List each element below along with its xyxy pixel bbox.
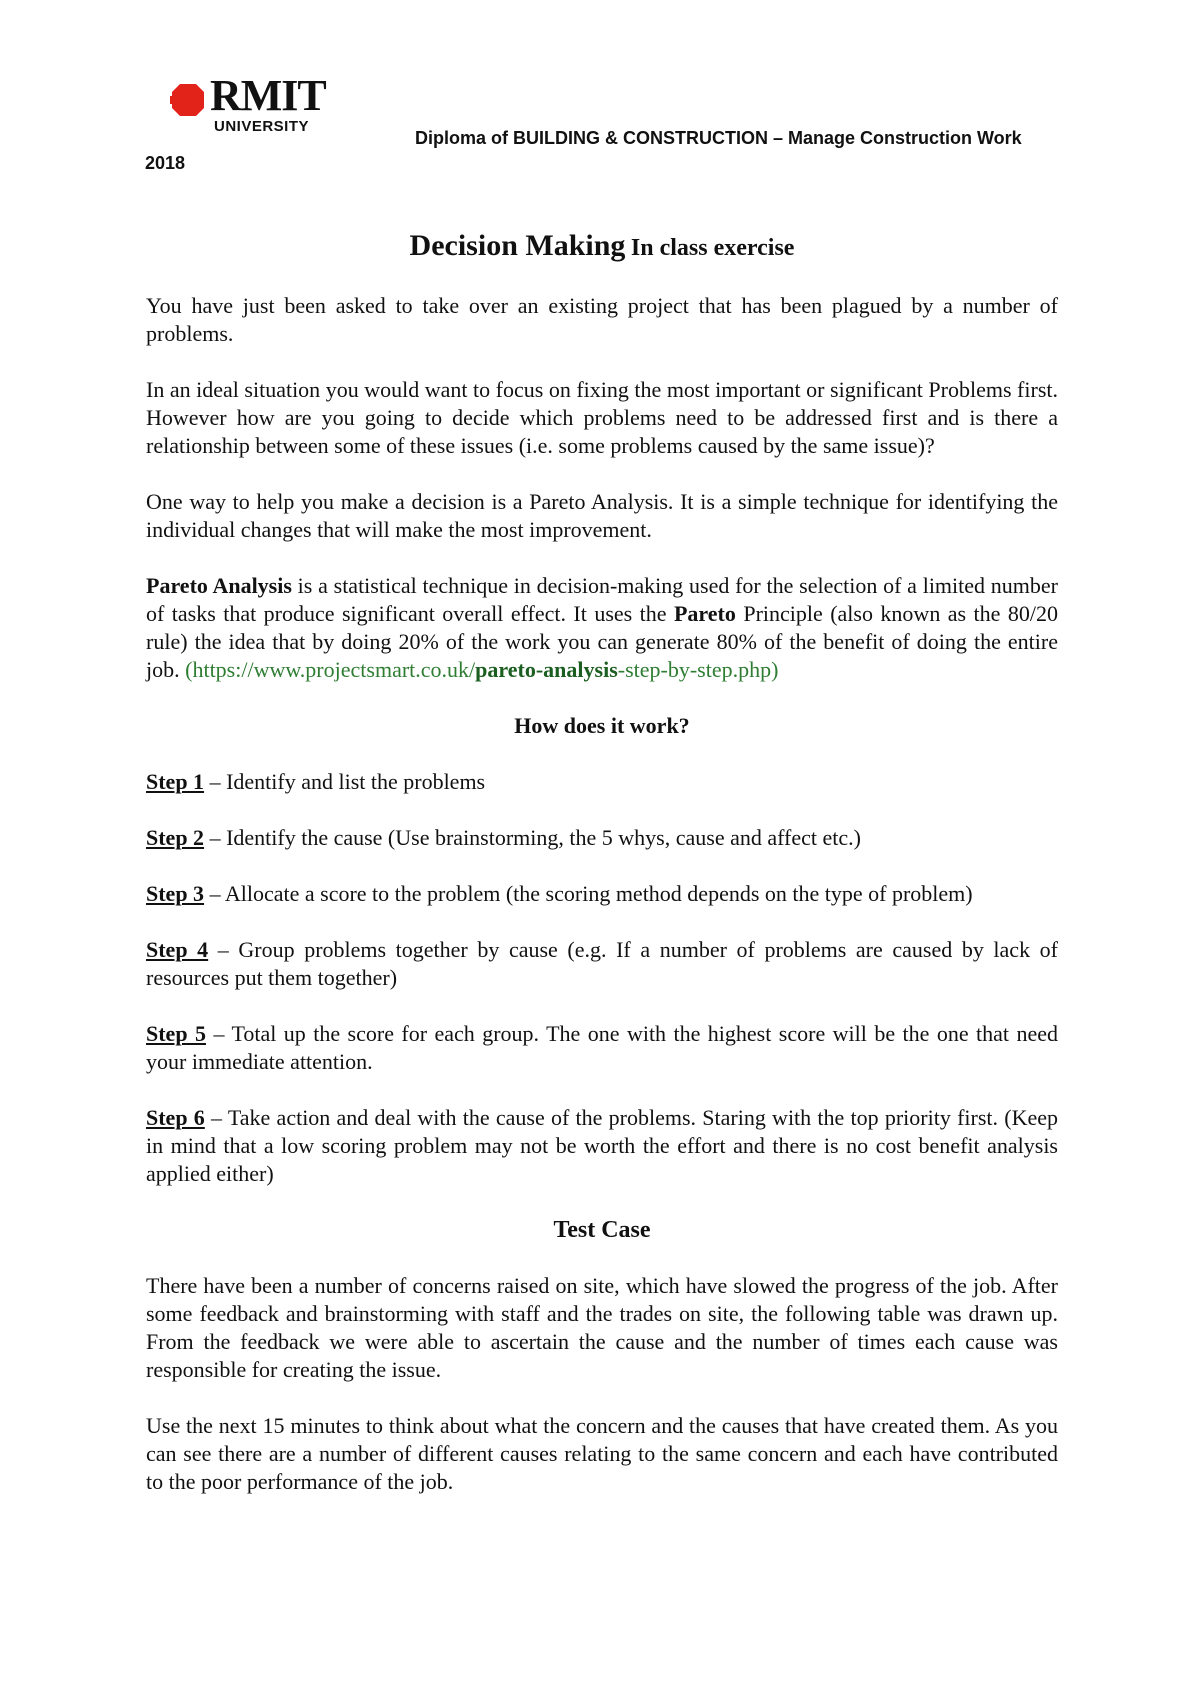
rmit-pixel-logo-icon — [170, 82, 206, 118]
step-item — [146, 768, 1058, 796]
step-item — [146, 1020, 1058, 1076]
test-case-paragraph-1: There have been a number of concerns raised on site, which have slowed the progress of the job. After some feedback and brainstorming with staff and the trades on site, the following table was drawn up. From the feedback we were able to ascertain the cause and the number of times each cause was responsible for creating the issue. — [146, 1273, 1058, 1382]
test-case-heading: Test Case — [553, 1217, 651, 1243]
step-text: – Identify and list the problems — [204, 769, 486, 794]
step-text: – Group problems together by cause (e.g. If a number of problems are caused by lack of resources put them together) — [146, 937, 1059, 990]
step-label: Step 4 — [146, 937, 209, 962]
intro-paragraph-2: In an ideal situation you would want to focus on fixing the most important or significant Problems first. However how are you going to decide which problems need to be addressed first and is there a relationship between some of these issues (i.e. some problems caused by the same issue)? — [146, 377, 1058, 458]
pareto-term: Pareto Analysis — [146, 573, 292, 598]
pareto-paragraph — [146, 572, 1058, 684]
course-title: Diploma of BUILDING & CONSTRUCTION – Manage Construction Work — [415, 128, 1022, 148]
test-case-paragraph-2: Use the next 15 minutes to think about what the concern and the causes that have created them. As you can see there are a number of different causes relating to the same concern and each have contributed to the poor performance of the job. — [146, 1413, 1058, 1494]
step-item — [146, 1104, 1058, 1188]
step-label: Step 6 — [146, 1105, 205, 1130]
pareto-text-a: is a statistical technique in decision-making used for the selection of a limited number of tasks that produce significant overall effect. It uses the — [146, 573, 1058, 626]
pareto-term-2: Pareto — [673, 601, 736, 626]
title-sub: In class exercise — [630, 235, 795, 261]
step-item — [146, 824, 1058, 852]
page-title — [146, 226, 1058, 268]
document-body — [146, 226, 1058, 1524]
intro-paragraph-1: You have just been asked to take over an existing project that has been plagued by a number of problems. — [146, 293, 1058, 346]
step-text: – Allocate a score to the problem (the scoring method depends on the type of problem) — [204, 881, 973, 906]
step-item — [146, 880, 1058, 908]
logo-wordmark: RMIT — [210, 71, 326, 120]
title-main: Decision Making — [409, 229, 626, 262]
rmit-logo — [170, 71, 326, 140]
step-label: Step 1 — [146, 769, 205, 794]
pareto-text-b: Principle (also known as the 80/20 rule) the idea that by doing 20% of the work you can generate 80% of the benefit of doing the entire job. — [146, 601, 1058, 682]
course-year: 2018 — [145, 153, 186, 173]
step-text: – Total up the score for each group. The one with the highest score will be the one that need your immediate attention. — [146, 1021, 1058, 1074]
step-label: Step 2 — [146, 825, 205, 850]
link-part-a: (https://www.projectsmart.co.uk/ — [185, 657, 476, 682]
reference-link[interactable] — [185, 657, 778, 682]
step-text: – Identify the cause (Use brainstorming, the 5 whys, cause and affect etc.) — [204, 825, 861, 850]
link-part-bold: pareto-analysis — [475, 657, 618, 682]
step-text: – Take action and deal with the cause of the problems. Staring with the top priority first. (Keep in mind that a low scoring problem may not be worth the effort and there is no cost benefit analysis applied either) — [146, 1105, 1059, 1186]
step-item — [146, 936, 1058, 992]
logo-subtitle: UNIVERSITY — [214, 118, 310, 135]
how-heading: How does it work? — [514, 713, 690, 738]
intro-paragraph-3: One way to help you make a decision is a Pareto Analysis. It is a simple technique for identifying the individual changes that will make the most improvement. — [146, 489, 1058, 542]
step-label: Step 3 — [146, 881, 205, 906]
link-part-b: -step-by-step.php) — [617, 657, 779, 682]
step-label: Step 5 — [146, 1021, 206, 1046]
